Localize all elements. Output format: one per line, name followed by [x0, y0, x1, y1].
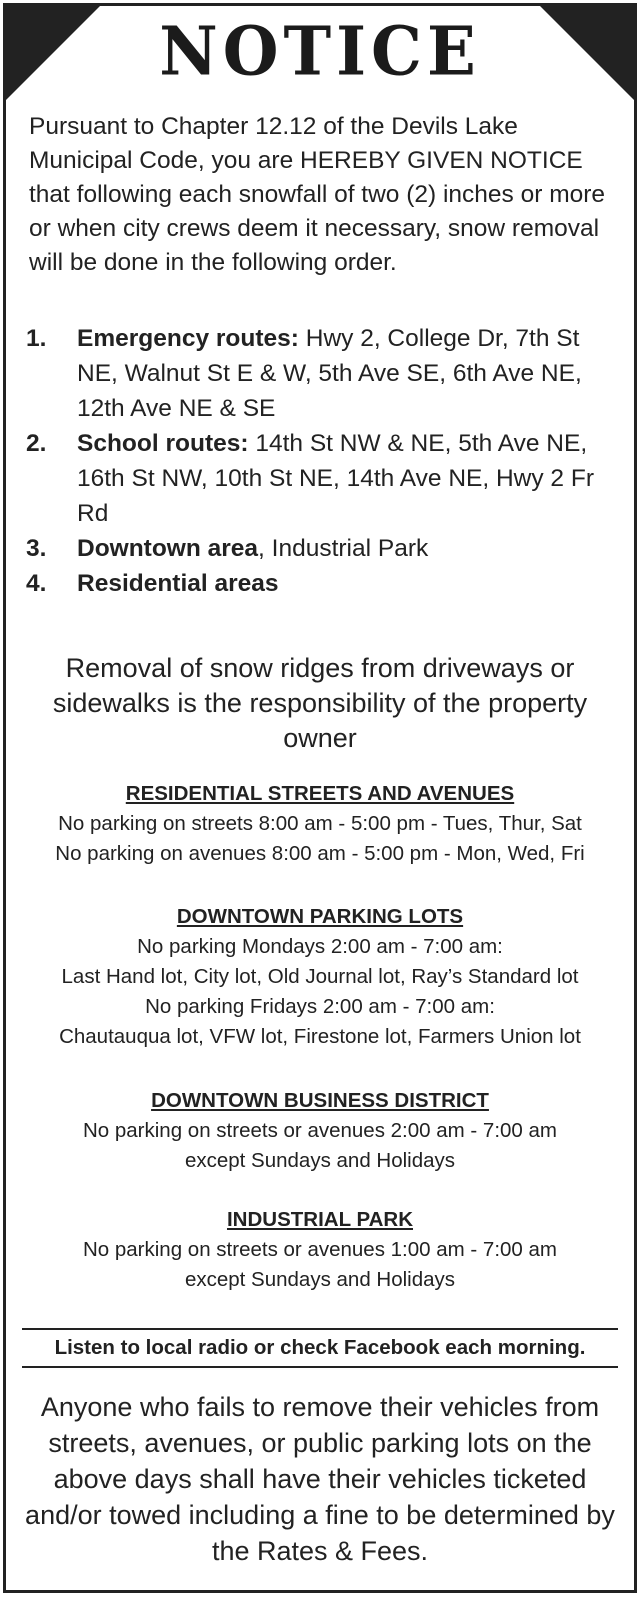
removal-note: Removal of snow ridges from driveways or sidewalks is the responsibility of the property owner	[52, 653, 588, 753]
list-text: 14th St NW & NE, 5th Ave NE, 16th St NW, 10th St NE, 14th Ave NE, Hwy 2 Fr Rd	[77, 430, 594, 527]
section-residential	[10, 779, 630, 869]
list-number: 4.	[26, 570, 47, 597]
list-label: Residential areas	[77, 570, 279, 597]
radio-note: Listen to local radio or check Facebook each morning.	[22, 1328, 618, 1368]
list-label: School routes:	[77, 430, 249, 457]
list-number: 1.	[26, 325, 47, 352]
section-line: No parking on streets or avenues 2:00 am - 7:00 am	[82, 1119, 558, 1142]
list-number: 2.	[26, 430, 47, 457]
list-number: 3.	[26, 535, 47, 562]
section-industrial-park	[10, 1205, 630, 1295]
section-line: No parking Fridays 2:00 am - 7:00 am:	[145, 995, 495, 1018]
section-downtown-lots	[10, 902, 630, 1052]
warning-paragraph: Anyone who fails to remove their vehicles from streets, avenues, or public parking lots on the above days shall have their vehicles ticketed and/or towed including a fine to be determined by the Rates & Fees.	[25, 1392, 615, 1566]
notice-title: NOTICE	[159, 11, 481, 92]
section-line: except Sundays and Holidays	[184, 1149, 456, 1172]
list-item	[26, 426, 624, 531]
section-line: except Sundays and Holidays	[184, 1268, 456, 1291]
section-line: No parking on avenues 8:00 am - 5:00 pm - Mon, Wed, Fri	[55, 842, 585, 865]
list-label: Emergency routes:	[77, 325, 299, 352]
list-item	[26, 531, 624, 566]
section-line: Chautauqua lot, VFW lot, Firestone lot, Farmers Union lot	[59, 1025, 581, 1048]
list-label: Downtown area	[77, 535, 259, 562]
intro-paragraph: Pursuant to Chapter 12.12 of the Devils Lake Municipal Code, you are HEREBY GIVEN NOTICE that following each snowfall of two (2) inches or more or when city crews deem it necessary, snow removal will be done in the following order.	[29, 113, 606, 276]
section-heading: DOWNTOWN PARKING LOTS	[176, 905, 464, 928]
section-line: No parking Mondays 2:00 am - 7:00 am:	[137, 935, 503, 958]
section-line: Last Hand lot, City lot, Old Journal lot, Ray’s Standard lot	[61, 965, 579, 988]
removal-order-list	[26, 321, 624, 601]
section-business-district	[10, 1086, 630, 1176]
list-item	[26, 566, 624, 601]
notice-frame	[3, 3, 637, 1593]
list-item	[26, 321, 624, 426]
list-text: Hwy 2, College Dr, 7th St NE, Walnut St E & W, 5th Ave SE, 6th Ave NE, 12th Ave NE & SE	[77, 325, 582, 422]
section-line: No parking on streets 8:00 am - 5:00 pm - Tues, Thur, Sat	[58, 812, 582, 835]
section-heading: RESIDENTIAL STREETS AND AVENUES	[125, 782, 515, 805]
section-line: No parking on streets or avenues 1:00 am - 7:00 am	[82, 1238, 558, 1261]
section-heading: DOWNTOWN BUSINESS DISTRICT	[151, 1089, 489, 1112]
list-text: , Industrial Park	[258, 535, 429, 562]
section-heading: INDUSTRIAL PARK	[226, 1208, 414, 1231]
